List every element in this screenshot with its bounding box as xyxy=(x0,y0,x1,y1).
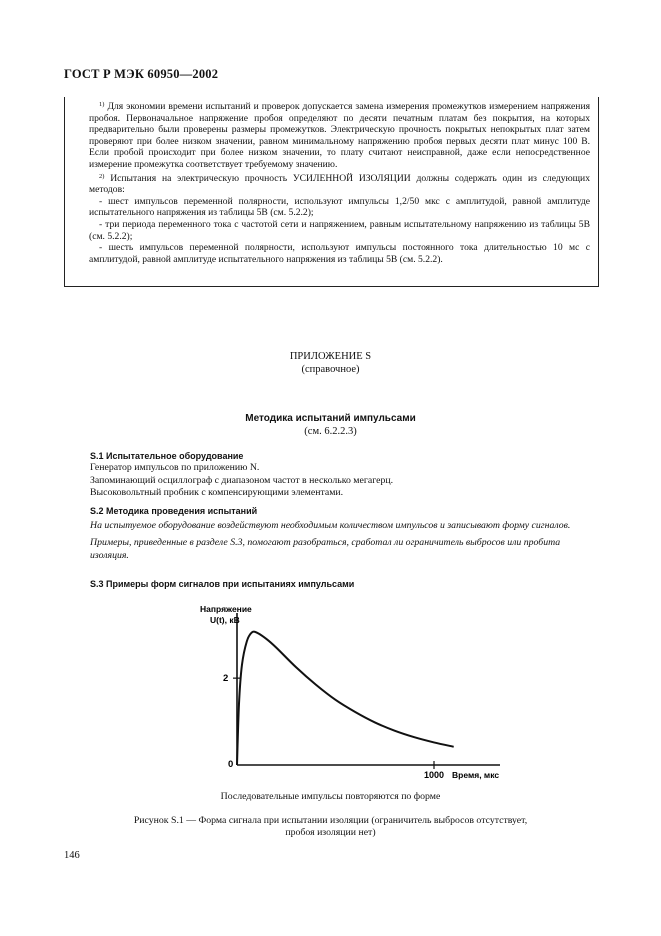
method-reference: (см. 6.2.2.3) xyxy=(304,426,357,437)
section-s1-heading: S.1 Испытательное оборудование xyxy=(90,451,244,461)
page-number: 146 xyxy=(64,850,80,861)
impulse-series-line xyxy=(237,632,454,765)
figure-caption-line-1: Рисунок S.1 — Форма сигнала при испытании изоляции (ограничитель выбросов отсутствует, xyxy=(133,815,528,826)
section-s3-heading: S.3 Примеры форм сигналов при испытаниях импульсами xyxy=(90,579,355,589)
y-axis-label-line-1: Напряжение xyxy=(200,604,252,614)
section-s1-line: Высоковольтный пробник с компенсирующими элементами. xyxy=(90,487,344,499)
y-axis-label-line-2: U(t), кВ xyxy=(210,615,240,625)
section-s2-paragraph-2 xyxy=(90,537,600,562)
section-s2-body xyxy=(90,520,600,562)
section-s1-line: Запоминающий осциллограф с диапазоном частот в несколько мегагерц. xyxy=(90,474,394,486)
footnotes-box xyxy=(64,97,599,287)
document-header-title: ГОСТ Р МЭК 60950—2002 xyxy=(64,67,219,81)
origin-label: 0 xyxy=(228,759,234,770)
y-tick-label: 2 xyxy=(223,673,229,685)
footnote-2 xyxy=(89,171,590,196)
footnote-2-marker: 2) xyxy=(99,172,105,180)
x-tick-label: 1000 xyxy=(423,770,445,780)
figure-note: Последовательные импульсы повторяются по форме xyxy=(220,791,441,802)
section-s2-paragraph-1-text: На испытуемое оборудование воздействуют необходимым количеством импульсов и записывают форму сигналов. xyxy=(90,520,571,531)
section-s2-heading: S.2 Методика проведения испытаний xyxy=(90,506,258,516)
section-s2-paragraph-1 xyxy=(90,520,600,532)
section-s1-line: Генератор импульсов по приложению N. xyxy=(90,462,260,474)
footnote-1-marker: 1) xyxy=(99,101,105,108)
footnote-1-text: Для экономии времени испытаний и проверок допускается замена измерения промежутков измерением напряжения пробоя. Первоначальное напряжение пробоя определяют по десяти печатным платам без покрытия, на которых предварительно были проверены размеры промежутков. Электрическую прочность покрытых непокрытых плат затем проверяют при более низком значении, равном минимальному напряжению пробоя первых десяти плат минус 100 В. Если пробой происходит при более низком значении, то плату считают неисправной, даже если непосредственное измерение промежутка соответствует требуемому значению. xyxy=(89,101,590,170)
section-s2 xyxy=(90,505,600,517)
section-s1 xyxy=(90,450,600,500)
appendix-heading xyxy=(0,350,661,376)
impulse-chart xyxy=(0,595,661,795)
footnote-2-text: Испытания на электрическую прочность УСИЛЕННОЙ ИЗОЛЯЦИИ должны содержать один из следующих методов: xyxy=(89,172,590,196)
footnote-2-item-2: - три периода переменного тока с частотой сети и напряжением, равным испытательному напряжению из таблицы 5В (см. 5.2.2); xyxy=(89,218,590,242)
method-heading xyxy=(0,412,661,438)
section-s2-paragraph-2-text: Примеры, приведенные в разделе S.3, помогают разобраться, сработал ли ограничитель выбросов или пробита изоляция. xyxy=(90,537,561,561)
figure-caption xyxy=(0,815,661,840)
appendix-subtitle: (справочное) xyxy=(301,364,360,375)
footnote-2-item-1: - шест импульсов переменной полярности, используют импульсы 1,2/50 мкс с амплитудой, равной амплитуде испытательного напряжения из таблицы 5В (см. 5.2.2); xyxy=(89,195,590,219)
appendix-title: ПРИЛОЖЕНИЕ S xyxy=(289,351,372,362)
figure-caption-line-2: пробоя изоляции нет) xyxy=(285,827,376,839)
section-s3 xyxy=(90,578,600,590)
footnote-2-item-3: - шесть импульсов переменной полярности, используют импульсы постоянного тока длительностью 10 мс с амплитудой, равной амплитуде испытательного напряжения из таблицы 5В (см. 5.2.2). xyxy=(89,242,590,265)
impulse-chart-svg xyxy=(0,595,661,795)
x-axis-label: Время, мкс xyxy=(452,770,500,780)
footnote-1 xyxy=(89,99,590,171)
method-title: Методика испытаний импульсами xyxy=(245,413,416,424)
